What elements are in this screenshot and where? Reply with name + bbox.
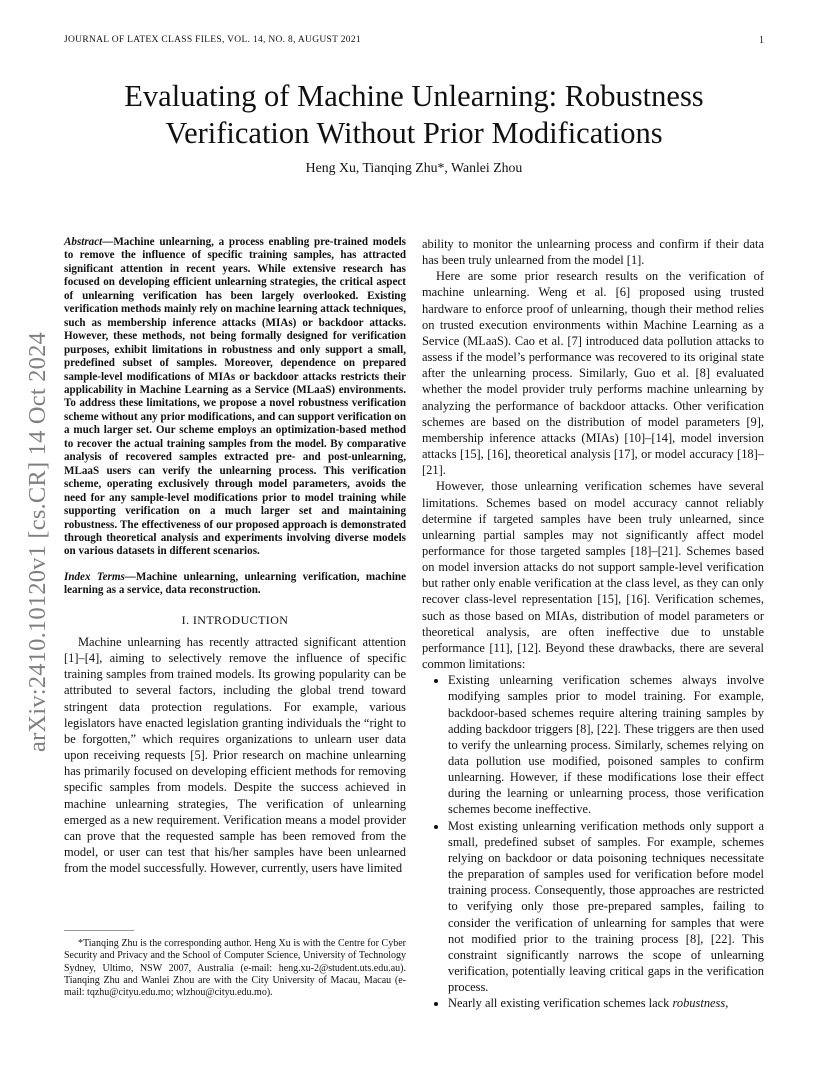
section-heading: I. INTRODUCTION	[181, 612, 289, 627]
left-column	[64, 236, 406, 876]
abstract-text: Machine unlearning, a process enabling pre-trained models to remove the influence of specific training samples, has attracted significant attention in recent years. While extensive research has focused on developing efficient unlearning strategies, the critical aspect of unlearning verification has been largely overlooked. Existing verification methods mainly rely on machine learning attack techniques, such as membership inference attacks (MIAs) or backdoor attacks. However, these methods, not being formally designed for verification purposes, exhibit limitations in robustness and only support a small, predefined subset of samples. Moreover, dependence on prepared sample-level modifications of MIAs or backdoor attacks restricts their applicability in Machine Learning as a Service (MLaaS) environments. To address these limitations, we propose a novel robustness verification scheme without any prior modifications, and can support verification on a much larger set. Our scheme employs an optimization-based method to recover the actual training samples from the model. By comparative analysis of recovered samples extracted pre- and post-unlearning, MLaaS users can verify the unlearning process. This verification scheme, operating exclusively through model parameters, avoids the need for any sample-level modifications prior to model training while supporting verification on a much larger set and maintaining robustness. The effectiveness of our proposed approach is demonstrated through theoretical analysis and experiments involving diverse models on various datasets in different scenarios.	[64, 236, 406, 558]
list-item: • Existing unlearning verification schemes always involve modifying samples prior to model training. For example, backdoor-based schemes require altering training samples by adding backdoor triggers [8], [22]. These triggers are then used to verify the unlearning process. Similarly, schemes relying on data pollution use modified, poisoned samples to confirm unlearning. However, if these modifications lose their effect during the learning or unlearning process, those verification schemes become ineffective.	[448, 672, 764, 817]
intro-paragraph: Machine unlearning has recently attracted significant attention [1]–[4], aiming to selectively remove the influence of specific training samples from trained models. Its growing popularity can be attributed to several factors, including the global trend toward stringent data protection regulations. For example, various legislators have enacted legislation granting individuals the “right to be forgotten,” which requires organizations to unlearn user data upon receiving requests [5]. Prior research on machine unlearning has primarily focused on developing efficient methods for removing specific samples from models. Despite the success achieved in machine unlearning strategies, The verification of unlearning emerged as a new requirement. Verification means a model provider can prove that the requested sample has been removed from the model, or user can test that his/her samples have been unlearned from the model successfully. However, currently, users have limited	[64, 634, 406, 876]
paragraph-limitations: However, those unlearning verification schemes have several limitations. Schemes based on model accuracy cannot reliably determine if targeted samples have been truly unlearned, since unlearning partial samples may not significantly affect model performance for those targeted samples [18]–[21]. Schemes based on model inversion attacks do not support sample-level verification but rather only enable verification at the class level, as they can only recover class-level representation [15], [16]. Verification schemes, such as those based on MIAs, distribution of model parameters or theoretical analysis, are often ineffective due to unstable performance [11], [12]. Beyond these drawbacks, there are several common limitations:	[422, 479, 764, 672]
paper-title: Evaluating of Machine Unlearning: Robustness Verification Without Prior Modifications	[124, 79, 704, 150]
paragraph-continuation: ability to monitor the unlearning process and confirm if their data has been truly unlearned from the model [1].	[422, 237, 764, 268]
limitations-list	[422, 672, 764, 1011]
footnote-rule	[64, 930, 134, 931]
page-number: 1	[759, 35, 764, 46]
abstract	[64, 236, 406, 559]
list-item-suffix: ,	[725, 996, 729, 1011]
paragraph-prior-research: Here are some prior research results on the verification of machine unlearning. Weng et al. [6] proposed using trusted hardware to enforce proof of unlearning, though their method relies on trusted execution environments within Machine Learning as a Service (MLaaS). Cao et al. [7] introduced data pollution attacks to assess if the model’s performance was recovered to its original state after the unlearning process. Similarly, Guo et al. [8] evaluated whether the model provider truly performs machine unlearning by analyzing the performance of backdoor attacks. Other verification schemes are based on the distribution of model parameters [9], membership inference attacks (MIAs) [10]–[14], model inversion attacks [15], [16], theoretical analysis [17], or model accuracy [18]–[21].	[422, 269, 764, 478]
abstract-label: Abstract—	[64, 236, 114, 248]
footnote-text: *Tianqing Zhu is the corresponding author. Heng Xu is with the Centre for Cyber Security and Privacy and the School of Computer Science, University of Technology Sydney, Ultimo, NSW 2007, Australia (e-mail: heng.xu-2@student.uts.edu.au). Tianqing Zhu and Wanlei Zhou are with the City University of Macau, Macau (e-mail: tqzhu@cityu.edu.mo; wlzhou@cityu.edu.mo).	[64, 938, 406, 999]
author-list: Heng Xu, Tianqing Zhu*, Wanlei Zhou	[305, 160, 523, 175]
index-terms	[64, 571, 406, 598]
running-header: JOURNAL OF LATEX CLASS FILES, VOL. 14, NO. 8, AUGUST 2021	[64, 35, 361, 45]
list-item	[448, 995, 764, 1011]
list-item: • Most existing unlearning verification methods only support a small, predefined subset of samples. For example, schemes relying on backdoor or data poisoning techniques necessitate the preparation of samples used for verification before model training process. Consequently, those approaches are restricted to verifying only those pre-prepared samples, failing to consider the verification of unlearning for samples that were not modified prior to the training process [8], [22]. This constraint significantly narrows the scope of unlearning verification, potentially leaving critical gaps in the verification process.	[448, 818, 764, 996]
index-terms-text: Machine unlearning, unlearning verification, machine learning as a service, data reconstruction.	[64, 570, 406, 597]
emphasis-text: robustness	[672, 996, 726, 1011]
list-item-text: Nearly all existing verification schemes lack	[448, 996, 673, 1011]
footnote	[64, 938, 406, 999]
right-column	[422, 236, 764, 1012]
arxiv-stamp: arXiv:2410.10120v1 [cs.CR] 14 Oct 2024	[24, 332, 51, 752]
index-terms-label: Index Terms—	[64, 570, 136, 583]
